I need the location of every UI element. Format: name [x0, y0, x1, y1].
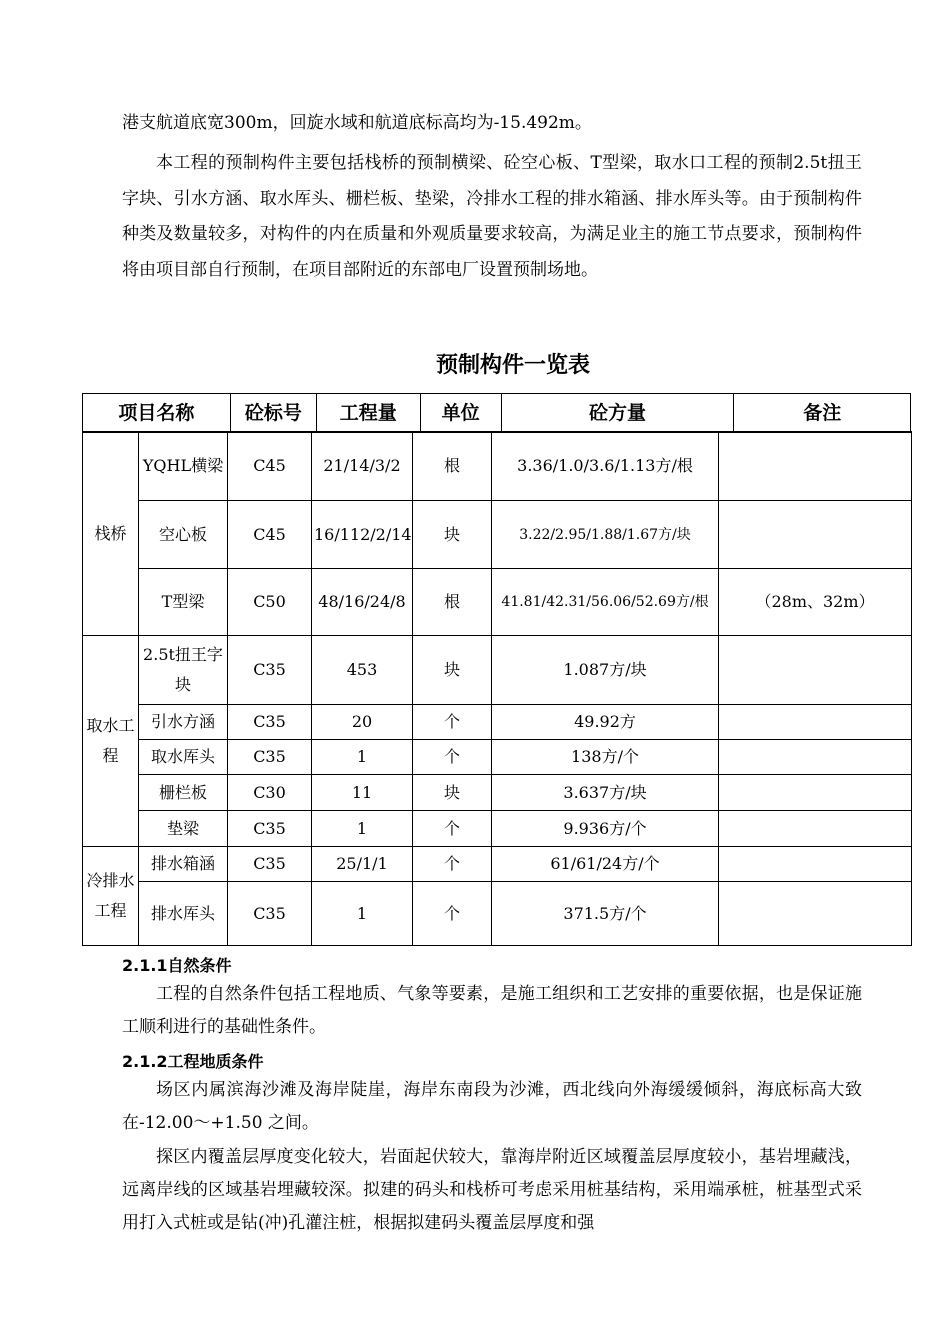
cell-volume: 41.81/42.31/56.06/52.69方/根	[492, 569, 719, 636]
intro-line-top: 港支航道底宽300m，回旋水域和航道底标高均为-15.492m。	[122, 113, 592, 133]
cell-note	[719, 740, 912, 775]
group-name: 冷排水工程	[83, 847, 139, 946]
cell-quantity: 453	[312, 636, 413, 705]
cell-quantity: 1	[312, 882, 413, 946]
table-row	[83, 740, 912, 775]
cell-unit: 根	[413, 432, 492, 501]
cell-volume: 3.637方/块	[492, 775, 719, 811]
prefab-components-body	[82, 431, 912, 946]
cell-unit: 块	[413, 636, 492, 705]
cell-note	[719, 811, 912, 847]
cell-item: 栅栏板	[139, 775, 228, 811]
intro-paragraph: 本工程的预制构件主要包括栈桥的预制横梁、砼空心板、T型梁，取水口工程的预制2.5t扭王字块、引水方涵、取水厍头、栅栏板、垫梁，冷排水工程的排水箱涵、排水厍头等。由于预制构件种类及数量较多，对构件的内在质量和外观质量要求较高，为满足业主的施工节点要求，预制构件将由项目部自行预制，在项目部附近的东部电厂设置预制场地。	[122, 153, 862, 280]
section-heading-natural: 2.1.1自然条件	[122, 956, 232, 975]
cell-quantity: 1	[312, 740, 413, 775]
cell-grade: C35	[228, 636, 312, 705]
cell-note	[719, 882, 912, 946]
section-body-natural: 工程的自然条件包括工程地质、气象等要素，是施工组织和工艺安排的重要依据，也是保证施工顺利进行的基础性条件。	[122, 984, 862, 1037]
section-body-geology-2: 探区内覆盖层厚度变化较大，岩面起伏较大，靠海岸附近区域覆盖层厚度较小，基岩埋藏浅，远离岸线的区域基岩埋藏较深。拟建的码头和栈桥可考虑采用桩基结构，采用端承桩，桩基型式采用打入式桩或是钻(冲)孔灌注桩，根据拟建码头覆盖层厚度和强	[122, 1147, 862, 1233]
cell-grade: C50	[228, 569, 312, 636]
cell-unit: 个	[413, 740, 492, 775]
table-row	[83, 705, 912, 740]
table-title: 预制构件一览表	[435, 353, 590, 378]
cell-unit: 个	[413, 705, 492, 740]
table-row	[83, 847, 912, 882]
cell-note	[719, 636, 912, 705]
cell-quantity: 1	[312, 811, 413, 847]
table-header-row	[83, 394, 911, 433]
cell-item: 排水厍头	[139, 882, 228, 946]
cell-note	[719, 847, 912, 882]
cell-quantity: 25/1/1	[312, 847, 413, 882]
cell-quantity: 21/14/3/2	[312, 432, 413, 501]
cell-note	[719, 705, 912, 740]
cell-unit: 个	[413, 882, 492, 946]
cell-unit: 个	[413, 847, 492, 882]
cell-volume: 371.5方/个	[492, 882, 719, 946]
table-row	[83, 501, 912, 569]
cell-grade: C35	[228, 811, 312, 847]
header-item-name: 项目名称	[83, 394, 231, 433]
cell-volume: 61/61/24方/个	[492, 847, 719, 882]
cell-item: 引水方涵	[139, 705, 228, 740]
header-unit: 单位	[420, 394, 501, 433]
cell-volume: 3.22/2.95/1.88/1.67方/块	[492, 501, 719, 569]
table-row	[83, 775, 912, 811]
table-row	[83, 811, 912, 847]
cell-grade: C30	[228, 775, 312, 811]
cell-item: T型梁	[139, 569, 228, 636]
cell-unit: 根	[413, 569, 492, 636]
group-name: 取水工程	[83, 636, 139, 847]
cell-grade: C45	[228, 432, 312, 501]
prefab-components-table	[82, 393, 911, 433]
cell-grade: C35	[228, 882, 312, 946]
table-row	[83, 432, 912, 501]
section-body-geology-1: 场区内属滨海沙滩及海岸陡崖，海岸东南段为沙滩，西北线向外海缓缓倾斜，海底标高大致在-12.00～+1.50 之间。	[122, 1080, 862, 1133]
cell-volume: 3.36/1.0/3.6/1.13方/根	[492, 432, 719, 501]
cell-item: YQHL横梁	[139, 432, 228, 501]
cell-note	[719, 432, 912, 501]
table-row	[83, 882, 912, 946]
header-quantity: 工程量	[316, 394, 420, 433]
cell-volume: 9.936方/个	[492, 811, 719, 847]
cell-note	[719, 775, 912, 811]
cell-note: （28m、32m）	[719, 569, 912, 636]
cell-grade: C45	[228, 501, 312, 569]
cell-unit: 个	[413, 811, 492, 847]
cell-quantity: 20	[312, 705, 413, 740]
header-note: 备注	[734, 394, 911, 433]
cell-item: 排水箱涵	[139, 847, 228, 882]
header-grade: 砼标号	[230, 394, 316, 433]
cell-item: 垫梁	[139, 811, 228, 847]
cell-note	[719, 501, 912, 569]
table-row	[83, 569, 912, 636]
group-name: 栈桥	[83, 432, 139, 636]
cell-volume: 49.92方	[492, 705, 719, 740]
cell-grade: C35	[228, 847, 312, 882]
cell-item: 取水厍头	[139, 740, 228, 775]
cell-quantity: 16/112/2/14	[312, 501, 413, 569]
section-heading-geology: 2.1.2工程地质条件	[122, 1052, 264, 1071]
cell-item: 空心板	[139, 501, 228, 569]
cell-item: 2.5t扭王字块	[139, 636, 228, 705]
cell-grade: C35	[228, 740, 312, 775]
cell-unit: 块	[413, 501, 492, 569]
cell-grade: C35	[228, 705, 312, 740]
cell-volume: 138方/个	[492, 740, 719, 775]
cell-quantity: 11	[312, 775, 413, 811]
cell-quantity: 48/16/24/8	[312, 569, 413, 636]
cell-volume: 1.087方/块	[492, 636, 719, 705]
header-volume: 砼方量	[501, 394, 734, 433]
table-row	[83, 636, 912, 705]
cell-unit: 块	[413, 775, 492, 811]
